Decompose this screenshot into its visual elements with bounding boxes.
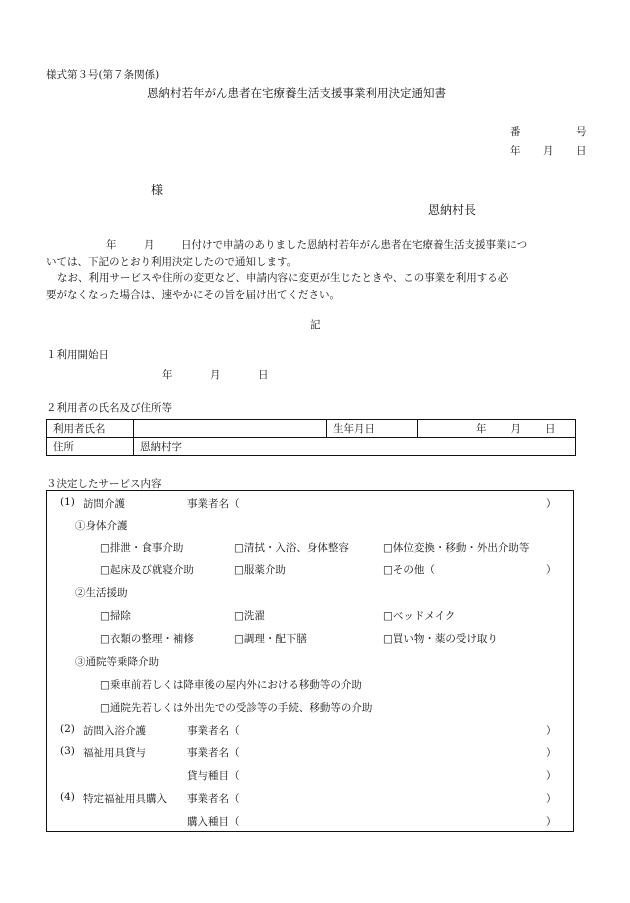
visit-bath-provider-label: 事業者名（ — [187, 725, 240, 737]
visit-care-provider-label: 事業者名（ — [187, 498, 240, 510]
doc-date-day: 日 — [576, 145, 587, 157]
equipment-rental-provider-close: ） — [546, 747, 557, 759]
body-line-1: 日付けで申請のありました恩納村若年がん患者在宅療養生活支援事業につ — [181, 239, 528, 251]
equipment-purchase-type-label: 購入種目（ — [187, 816, 240, 828]
start-date-year: 年 — [162, 369, 173, 381]
equipment-purchase-provider-label: 事業者名（ — [187, 793, 240, 805]
birth-value-cell[interactable] — [418, 420, 576, 438]
table-row — [47, 420, 576, 438]
birth-label: 生年月日 — [327, 420, 418, 438]
doc-date-year: 年 — [510, 145, 521, 157]
checkbox-cleaning[interactable]: □掃除 — [100, 610, 131, 622]
checkbox-hospital-procedures[interactable]: □通院先若しくは外出先での受診等の手続、移動等の介助 — [100, 702, 373, 714]
visit-bath-provider-close: ） — [546, 725, 557, 737]
physical-other-close: ） — [546, 564, 557, 576]
birth-year: 年 — [476, 423, 487, 435]
addressee-suffix: 様 — [151, 183, 164, 197]
issuer: 恩納村長 — [428, 203, 477, 217]
equipment-rental-type-close: ） — [546, 770, 557, 782]
checkbox-shopping[interactable]: □買い物・薬の受け取り — [383, 633, 498, 645]
checkbox-laundry[interactable]: □洗濯 — [234, 610, 265, 622]
equipment-purchase-number: (4) — [60, 791, 75, 803]
section1-heading: １利用開始日 — [46, 349, 109, 361]
equipment-purchase-provider-close: ） — [546, 793, 557, 805]
section2-heading: ２利用者の氏名及び住所等 — [46, 402, 172, 414]
equipment-rental-type-label: 貸与種目（ — [187, 770, 240, 782]
name-value-cell[interactable] — [134, 420, 327, 438]
checkbox-toilet-meal[interactable]: □排泄・食事介助 — [100, 542, 184, 554]
checkbox-bed-making[interactable]: □ベッドメイク — [383, 610, 456, 622]
checkbox-boarding-assist[interactable]: □乗車前若しくは降車後の屋内外における移動等の介助 — [100, 679, 362, 691]
address-value[interactable]: 恩納村字 — [134, 438, 576, 456]
body-line-2: いては、下記のとおり利用決定したので通知します。 — [46, 256, 298, 268]
user-info-table — [46, 419, 576, 456]
doc-date-month: 月 — [543, 145, 554, 157]
doc-number-go-label: 号 — [576, 126, 587, 138]
visit-bath-number: (2) — [60, 723, 75, 735]
checkbox-medication[interactable]: □服薬介助 — [234, 564, 286, 576]
equipment-rental-label: 福祉用具貸与 — [83, 747, 146, 759]
visit-bath-label: 訪問入浴介護 — [83, 725, 146, 737]
body-year: 年 — [106, 239, 117, 251]
equipment-rental-provider-label: 事業者名（ — [187, 747, 240, 759]
form-number: 様式第３号(第７条関係) — [46, 69, 160, 81]
checkbox-cooking[interactable]: □調理・配下膳 — [234, 633, 307, 645]
visit-care-label: 訪問介護 — [83, 498, 125, 510]
service-box — [46, 490, 574, 832]
equipment-purchase-type-close: ） — [546, 816, 557, 828]
physical-care-heading: ①身体介護 — [75, 520, 128, 532]
birth-day: 日 — [545, 423, 556, 435]
birth-month: 月 — [510, 423, 521, 435]
life-support-heading: ②生活援助 — [75, 587, 128, 599]
document-title: 恩納村若年がん患者在宅療養生活支援事業利用決定通知書 — [147, 86, 446, 100]
visit-care-number: (1) — [60, 496, 75, 508]
checkbox-physical-other[interactable]: □その他（ — [383, 564, 435, 576]
checkbox-clothing[interactable]: □衣類の整理・補修 — [100, 633, 194, 645]
checkbox-bathing[interactable]: □清拭・入浴、身体整容 — [234, 542, 349, 554]
doc-number-ban-label: 番 — [510, 126, 521, 138]
equipment-rental-number: (3) — [60, 745, 75, 757]
ki-label: 記 — [310, 319, 321, 331]
address-label: 住所 — [47, 438, 134, 456]
table-row — [47, 438, 576, 456]
section3-heading: ３決定したサービス内容 — [46, 478, 162, 490]
body-line-3: なお、利用サービスや住所の変更など、申請内容に変更が生じたときや、この事業を利用する必 — [57, 272, 509, 284]
checkbox-rising-sleeping[interactable]: □起床及び就寝介助 — [100, 564, 194, 576]
checkbox-transfer-outing[interactable]: □体位変換・移動・外出介助等 — [383, 542, 530, 554]
name-label: 利用者氏名 — [47, 420, 134, 438]
visit-care-provider-close: ） — [546, 498, 557, 510]
transport-heading: ③通院等乗降介助 — [75, 656, 159, 668]
start-date-month: 月 — [210, 369, 221, 381]
start-date-day: 日 — [258, 369, 269, 381]
body-month: 月 — [144, 239, 155, 251]
equipment-purchase-label: 特定福祉用具購入 — [83, 793, 167, 805]
body-line-4: 要がなくなった場合は、速やかにその旨を届け出てください。 — [46, 289, 340, 301]
